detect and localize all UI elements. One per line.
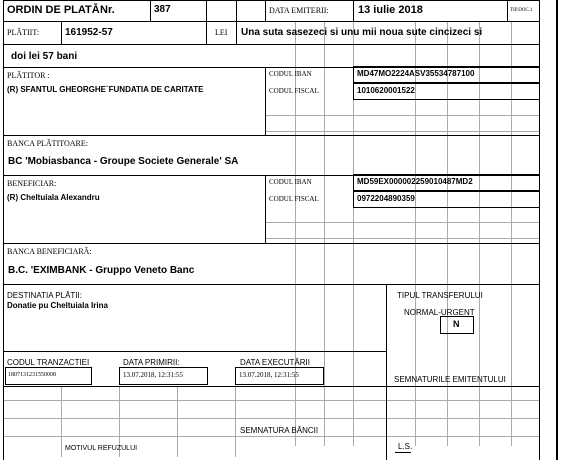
beneficiary-bank-name: B.C. 'EXIMBANK - Gruppo Veneto Banc [8,265,195,276]
purpose-label: DESTINATIA PLĂTII: [7,291,82,300]
normal-urgent-label: NORMAL-URGENT [404,308,475,317]
refusal-reason-label: MOTIVUL REFUZULUI [65,445,138,452]
currency-label: LEI [215,28,228,37]
bank-signature-label: SEMNATURA BĂNCII [240,426,319,435]
payer-iban-label: CODUL IBAN [269,70,312,78]
executed-date-label: DATA EXECUTĂRII [240,358,310,367]
seal-label: L.S. [398,442,413,451]
payer-label: PLĂTITOR : [7,71,50,80]
payer-fiscal-label: CODUL FISCAL [269,87,319,95]
beneficiary-label: BENEFICIAR: [7,179,57,188]
payer-iban: MD47MO2224ASV35534787100 [357,69,475,78]
transfer-type-label: TIPUL TRANSFERULUI [397,291,483,300]
payer-bank-label: BANCA PLĂTITOARE: [7,139,88,148]
beneficiary-fiscal-code: 0972204890359 [357,194,415,203]
issuer-signatures-label: SEMNATURILE EMITENTULUI [394,375,506,384]
beneficiary-iban: MD59EX000002259010487MD2 [357,177,473,186]
received-date: 13.07.2018, 12:31:55 [123,371,183,379]
beneficiary-bank-label: BANCA BENEFICIARĂ: [7,247,92,256]
beneficiary-iban-label: CODUL IBAN [269,178,312,186]
doc-type: TIP.DOC.1 [510,8,533,13]
issue-date: 13 iulie 2018 [358,4,423,16]
issue-date-label: DATA EMITERII: [269,6,329,15]
transaction-code-label: CODUL TRANZACTIEI [7,358,90,367]
executed-date: 13.07.2018, 12:31:55 [239,371,299,379]
received-date-label: DATA PRIMIRII: [123,358,180,367]
transaction-code: 1807131231550008 [8,372,56,378]
order-number: 387 [154,4,171,15]
payer-bank-name: BC 'Mobiasbanca - Groupe Societe Generale' SA [8,156,239,167]
payment-purpose: Donatie pu Cheltuiala Irina [7,301,108,310]
amount-value: 161952-57 [65,27,113,38]
payer-name: (R) SFANTUL GHEORGHE`FUNDATIA DE CARITATE [7,85,204,94]
form-title: ORDIN DE PLATĂ [7,4,100,16]
transfer-type-value: N [453,319,460,329]
amount-words-line2: doi lei 57 bani [11,51,78,62]
payer-fiscal-code: 1010620001522 [357,86,415,95]
beneficiary-name: (R) Cheltuiala Alexandru [7,193,100,202]
amount-words-line1: Una suta sasezeci si unu mii noua sute cincizeci si [241,27,483,38]
number-label: Nr. [100,4,115,16]
amount-label: PLĂTIIT: [7,28,40,37]
beneficiary-fiscal-label: CODUL FISCAL [269,195,319,203]
payment-order-form [3,0,557,460]
